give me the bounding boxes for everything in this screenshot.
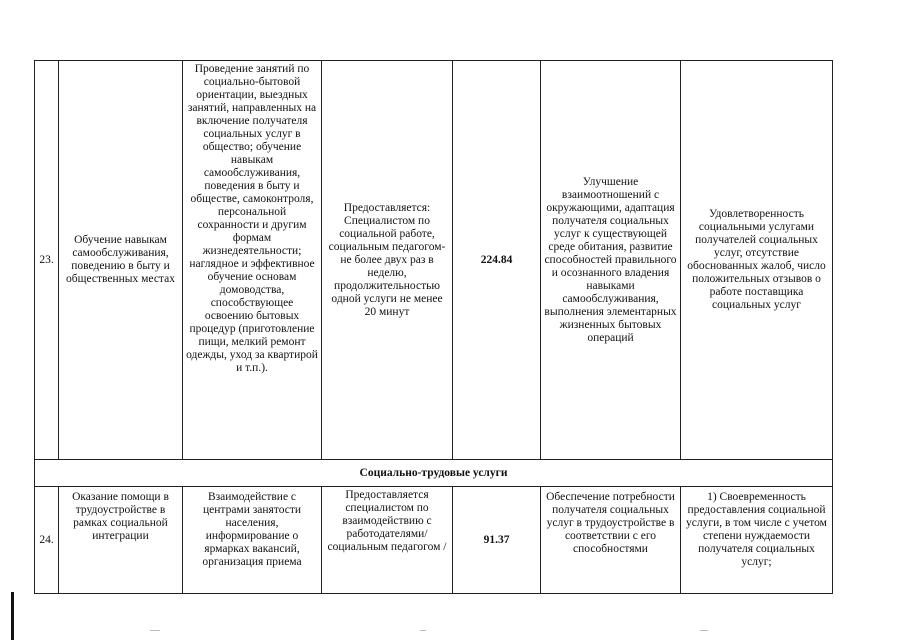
- service-provision: Предоставляется: Специалистом по социальной работе, социальным педагогом- не более двух раз в неделю, продолжительностью одной услуги не менее 20 минут: [322, 61, 453, 460]
- service-result: Улучшение взаимоотношений с окружающими, адаптация получателя социальных услуг к существующей среде обитания, развитие способностей правильного и осознанного владения навыками самообслуживания, выполнения элементарных жизненных бытовых операций: [541, 61, 681, 460]
- service-description: Проведение занятий по социально-бытовой ориентации, выездных занятий, направленных на включение получателя социальных услуг в общество; обучение навыкам самообслуживания, поведения в быту и обществе, самоконтроля, персональной сохранности и другим формам жизнедеятельности; наглядное и эффективное обучение основам домоводства, способствующее освоению бытовых процедур (приготовление пищи, мелкий ремонт одежды, уход за квартирой и т.п.).: [183, 61, 322, 460]
- row-number: 23.: [35, 61, 59, 460]
- service-evaluation: Удовлетворенность социальными услугами получателей социальных услуг, отсутствие обоснованных жалоб, число положительных отзывов о работе поставщика социальных услуг: [681, 61, 833, 460]
- services-table: [34, 60, 833, 594]
- service-price: 224.84: [453, 61, 541, 460]
- service-result: Обеспечение потребности получателя социальных услуг в трудоустройстве в соответствии с его способностями: [541, 487, 681, 594]
- service-name: Обучение навыкам самообслуживания, поведению в быту и общественных местах: [59, 61, 183, 460]
- section-row: [35, 460, 833, 487]
- row-number: 24.: [35, 487, 59, 594]
- table-row: [35, 487, 833, 594]
- scan-noise: [420, 630, 426, 631]
- table-row: [35, 61, 833, 460]
- scan-noise: [700, 630, 708, 631]
- page-edge-mark: [11, 592, 14, 640]
- service-evaluation: 1) Своевременность предоставления социальной услуги, в том числе с учетом степени нуждаемости получателя социальных услуг;: [681, 487, 833, 594]
- scan-noise: [150, 630, 160, 631]
- service-price: 91.37: [453, 487, 541, 594]
- service-name: Оказание помощи в трудоустройстве в рамках социальной интеграции: [59, 487, 183, 594]
- section-title: Социально-трудовые услуги: [35, 460, 833, 487]
- service-description: Взаимодействие с центрами занятости населения, информирование о ярмарках вакансий, организация приема: [183, 487, 322, 594]
- service-provision: Предоставляется специалистом по взаимодействию с работодателями/ социальным педагогом /: [322, 487, 453, 594]
